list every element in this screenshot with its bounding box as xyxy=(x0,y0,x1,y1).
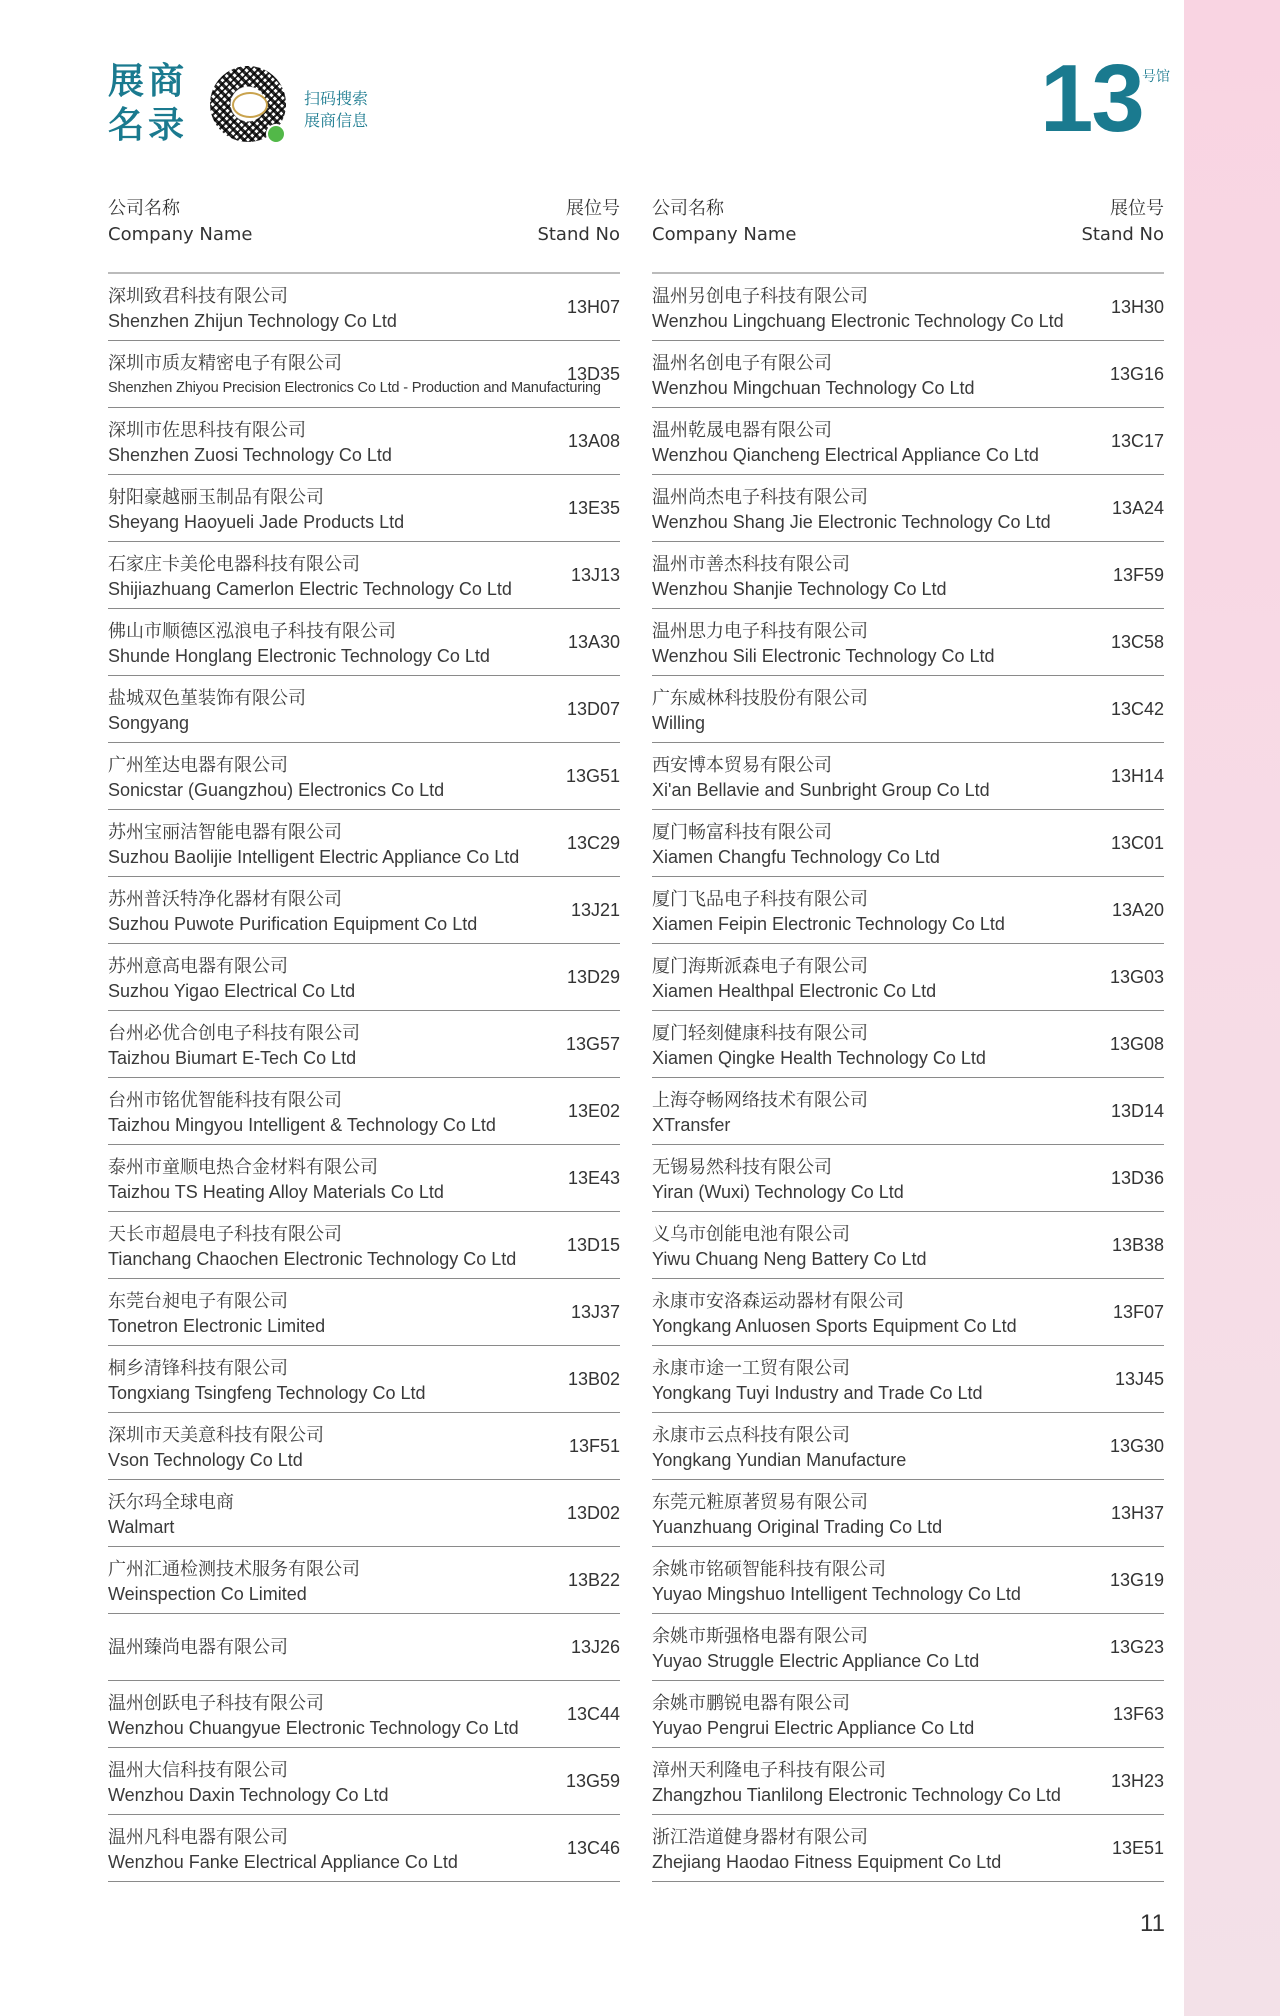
exhibitor-row xyxy=(652,542,1164,609)
stand-number: 13G08 xyxy=(1109,1034,1164,1054)
exhibitor-row xyxy=(108,542,620,609)
stand-number: 13A20 xyxy=(1111,900,1164,920)
stand-number: 13H30 xyxy=(1110,297,1164,317)
exhibitor-row xyxy=(652,1145,1164,1212)
exhibitor-row xyxy=(652,1279,1164,1346)
company-name xyxy=(108,820,548,870)
company-name xyxy=(108,1222,548,1272)
company-name-cn: 泰州市童顺电热合金材料有限公司 xyxy=(108,1157,378,1178)
company-name xyxy=(108,1289,548,1339)
company-name xyxy=(652,351,1092,401)
stand-number: 13J21 xyxy=(570,900,620,920)
page-header xyxy=(0,0,1184,190)
company-name xyxy=(652,552,1092,602)
exhibitor-column-left xyxy=(108,190,620,1882)
exhibitor-row xyxy=(108,274,620,341)
stand-number: 13A30 xyxy=(567,632,620,652)
scan-instructions xyxy=(304,88,368,132)
company-name-cn: 东莞台昶电子有限公司 xyxy=(108,1291,288,1312)
stand-no-header-cn: 展位号 xyxy=(566,198,620,219)
company-name xyxy=(652,1222,1092,1272)
exhibitor-row xyxy=(652,1547,1164,1614)
page-number: 11 xyxy=(1140,1910,1165,1937)
exhibitor-row xyxy=(108,1279,620,1346)
stand-number: 13D15 xyxy=(566,1235,620,1255)
stand-number: 13C29 xyxy=(566,833,620,853)
scan-line1: 扫码搜索 xyxy=(304,89,369,108)
exhibitor-row xyxy=(652,1748,1164,1815)
stand-number: 13B38 xyxy=(1111,1235,1164,1255)
company-name-cn: 天长市超晨电子科技有限公司 xyxy=(108,1224,342,1245)
company-name-cn: 永康市途一工贸有限公司 xyxy=(652,1358,850,1379)
stand-number: 13D35 xyxy=(566,364,620,384)
company-name-cn: 深圳致君科技有限公司 xyxy=(108,286,288,307)
hall-number: 13 xyxy=(1040,45,1143,152)
stand-number: 13F51 xyxy=(568,1436,620,1456)
stand-number: 13F63 xyxy=(1112,1704,1164,1724)
company-name xyxy=(108,1557,548,1607)
stand-number: 13D02 xyxy=(566,1503,620,1523)
company-name-en: Wenzhou Sili Electronic Technology Co Ltd xyxy=(652,646,995,666)
company-name-en: Wenzhou Chuangyue Electronic Technology Co Ltd xyxy=(108,1718,519,1738)
stand-number: 13C44 xyxy=(566,1704,620,1724)
stand-number: 13F59 xyxy=(1112,565,1164,585)
stand-number: 13H07 xyxy=(566,297,620,317)
stand-number: 13G59 xyxy=(565,1771,620,1791)
company-name-header-en: Company Name xyxy=(652,224,797,245)
company-name-en: Xi'an Bellavie and Sunbright Group Co Ltd xyxy=(652,780,990,800)
exhibitor-row xyxy=(652,743,1164,810)
company-name xyxy=(652,1356,1092,1406)
company-name xyxy=(108,1490,548,1540)
company-name-cn: 厦门轻刻健康科技有限公司 xyxy=(652,1023,868,1044)
company-name xyxy=(108,753,548,803)
company-name-cn: 余姚市铭硕智能科技有限公司 xyxy=(652,1559,886,1580)
exhibitor-row xyxy=(108,1011,620,1078)
company-name-en: Taizhou Biumart E-Tech Co Ltd xyxy=(108,1048,357,1068)
exhibitor-row xyxy=(652,676,1164,743)
exhibitor-row xyxy=(652,1681,1164,1748)
exhibitor-row xyxy=(108,1681,620,1748)
company-name-en: Wenzhou Mingchuan Technology Co Ltd xyxy=(652,378,975,398)
company-name-en: Taizhou TS Heating Alloy Materials Co Ltd xyxy=(108,1182,444,1202)
directory-title xyxy=(108,60,192,148)
exhibitor-row xyxy=(108,877,620,944)
company-name-header xyxy=(652,196,796,248)
stand-number: 13D07 xyxy=(566,699,620,719)
company-name xyxy=(108,1825,548,1875)
company-name-en: Yuyao Struggle Electric Appliance Co Ltd xyxy=(652,1651,980,1671)
company-name-en: Wenzhou Fanke Electrical Appliance Co Ltd xyxy=(108,1852,458,1872)
stand-number: 13B22 xyxy=(567,1570,620,1590)
exhibitor-row xyxy=(108,1413,620,1480)
company-name-en: Yuyao Pengrui Electric Appliance Co Ltd xyxy=(652,1718,975,1738)
exhibitor-row xyxy=(108,810,620,877)
exhibitor-row xyxy=(652,1346,1164,1413)
company-name-cn: 射阳豪越丽玉制品有限公司 xyxy=(108,487,324,508)
company-name xyxy=(652,1624,1092,1674)
company-name-cn: 温州市善杰科技有限公司 xyxy=(652,554,850,575)
stand-number: 13D36 xyxy=(1110,1168,1164,1188)
stand-number: 13J26 xyxy=(570,1637,620,1657)
company-name-cn: 桐乡清锋科技有限公司 xyxy=(108,1358,288,1379)
company-name xyxy=(652,1758,1092,1808)
stand-number: 13G23 xyxy=(1109,1637,1164,1657)
exhibitor-column-right xyxy=(652,190,1164,1882)
company-name-cn: 温州大信科技有限公司 xyxy=(108,1760,288,1781)
exhibitor-row xyxy=(652,1480,1164,1547)
stand-number: 13H14 xyxy=(1110,766,1164,786)
scan-line2: 展商信息 xyxy=(304,111,369,130)
exhibitor-row xyxy=(108,1815,620,1882)
company-name-cn: 余姚市斯强格电器有限公司 xyxy=(652,1626,868,1647)
company-name xyxy=(108,1356,548,1406)
stand-number: 13H37 xyxy=(1110,1503,1164,1523)
company-name-cn: 温州臻尚电器有限公司 xyxy=(108,1637,288,1658)
company-name xyxy=(652,887,1092,937)
stand-no-header-en: Stand No xyxy=(537,224,620,245)
exhibitor-row xyxy=(652,944,1164,1011)
company-name-en: XTransfer xyxy=(652,1115,731,1135)
exhibitor-row xyxy=(108,609,620,676)
company-name-cn: 温州创跃电子科技有限公司 xyxy=(108,1693,324,1714)
company-name xyxy=(108,1635,548,1660)
company-name-cn: 广东威林科技股份有限公司 xyxy=(652,688,868,709)
company-name-en: Wenzhou Shang Jie Electronic Technology Co Ltd xyxy=(652,512,1051,532)
stand-no-header xyxy=(537,196,620,248)
company-name-cn: 盐城双色堇装饰有限公司 xyxy=(108,688,306,709)
company-name-en: Weinspection Co Limited xyxy=(108,1584,307,1604)
company-name xyxy=(652,1088,1092,1138)
company-name xyxy=(652,954,1092,1004)
company-name xyxy=(652,1490,1092,1540)
company-name-en: Willing xyxy=(652,713,706,733)
company-name-en: Xiamen Healthpal Electronic Co Ltd xyxy=(652,981,937,1001)
company-name xyxy=(108,552,548,602)
exhibitor-row xyxy=(108,676,620,743)
stand-number: 13H23 xyxy=(1110,1771,1164,1791)
company-name-cn: 佛山市顺德区泓浪电子科技有限公司 xyxy=(108,621,396,642)
company-name-header xyxy=(108,196,252,248)
company-name-en: Yongkang Yundian Manufacture xyxy=(652,1450,907,1470)
company-name-cn: 深圳市质友精密电子有限公司 xyxy=(108,353,342,374)
company-name xyxy=(652,753,1092,803)
company-name-cn: 余姚市鹏锐电器有限公司 xyxy=(652,1693,850,1714)
stand-number: 13G30 xyxy=(1109,1436,1164,1456)
company-name-en: Suzhou Baolijie Intelligent Electric Appliance Co Ltd xyxy=(108,847,520,867)
exhibitor-row xyxy=(652,341,1164,408)
company-name-en: Wenzhou Shanjie Technology Co Ltd xyxy=(652,579,947,599)
company-name xyxy=(652,619,1092,669)
stand-number: 13E02 xyxy=(567,1101,620,1121)
exhibitor-row xyxy=(108,1748,620,1815)
exhibitor-list xyxy=(108,274,620,1882)
company-name-en: Tonetron Electronic Limited xyxy=(108,1316,326,1336)
company-name-cn: 漳州天利隆电子科技有限公司 xyxy=(652,1760,886,1781)
exhibitor-row xyxy=(108,408,620,475)
company-name-cn: 东莞元粧原著贸易有限公司 xyxy=(652,1492,868,1513)
company-name-cn: 浙江浩道健身器材有限公司 xyxy=(652,1827,868,1848)
stand-number: 13C46 xyxy=(566,1838,620,1858)
company-name-en: Wenzhou Lingchuang Electronic Technology Co Ltd xyxy=(652,311,1064,331)
stand-number: 13C58 xyxy=(1110,632,1164,652)
company-name-cn: 温州乾晟电器有限公司 xyxy=(652,420,832,441)
stand-number: 13D14 xyxy=(1110,1101,1164,1121)
stand-number: 13A24 xyxy=(1111,498,1164,518)
company-name-cn: 厦门畅富科技有限公司 xyxy=(652,822,832,843)
company-name-cn: 义乌市创能电池有限公司 xyxy=(652,1224,850,1245)
company-name-en: Xiamen Feipin Electronic Technology Co Ltd xyxy=(652,914,1005,934)
company-name xyxy=(108,887,548,937)
company-name-cn: 石家庄卡美伦电器科技有限公司 xyxy=(108,554,360,575)
company-name-en: Xiamen Changfu Technology Co Ltd xyxy=(652,847,940,867)
exhibitor-row xyxy=(652,1413,1164,1480)
company-name xyxy=(652,1155,1092,1205)
company-name xyxy=(108,686,548,736)
column-header xyxy=(108,190,620,274)
exhibitor-row xyxy=(652,877,1164,944)
company-name-cn: 广州笙达电器有限公司 xyxy=(108,755,288,776)
exhibitor-row xyxy=(108,1346,620,1413)
exhibitor-row xyxy=(652,1815,1164,1882)
company-name xyxy=(652,1423,1092,1473)
company-name xyxy=(108,1155,548,1205)
qr-badge-icon xyxy=(266,124,286,144)
company-name xyxy=(652,1825,1092,1875)
company-name xyxy=(108,418,548,468)
exhibitor-row xyxy=(652,609,1164,676)
company-name-header-cn: 公司名称 xyxy=(108,198,180,219)
company-name-cn: 沃尔玛全球电商 xyxy=(108,1492,234,1513)
exhibitor-row xyxy=(108,1547,620,1614)
column-header xyxy=(652,190,1164,274)
company-name xyxy=(652,820,1092,870)
company-name-en: Zhejiang Haodao Fitness Equipment Co Ltd xyxy=(652,1852,1002,1872)
exhibitor-row xyxy=(652,1011,1164,1078)
company-name-cn: 厦门海斯派森电子有限公司 xyxy=(652,956,868,977)
exhibitor-row xyxy=(108,944,620,1011)
company-name xyxy=(652,284,1092,334)
company-name-cn: 苏州意高电器有限公司 xyxy=(108,956,288,977)
company-name-en: Yuanzhuang Original Trading Co Ltd xyxy=(652,1517,943,1537)
company-name-cn: 台州市铭优智能科技有限公司 xyxy=(108,1090,342,1111)
company-name-en: Tongxiang Tsingfeng Technology Co Ltd xyxy=(108,1383,426,1403)
company-name xyxy=(652,418,1092,468)
company-name-cn: 无锡易然科技有限公司 xyxy=(652,1157,832,1178)
exhibitor-list xyxy=(652,274,1164,1882)
company-name-en: Shijiazhuang Camerlon Electric Technology Co Ltd xyxy=(108,579,512,599)
directory-title-line1: 展商 xyxy=(108,61,189,102)
stand-number: 13G51 xyxy=(565,766,620,786)
exhibitor-row xyxy=(652,1078,1164,1145)
exhibitor-row xyxy=(108,1614,620,1681)
company-name xyxy=(652,1557,1092,1607)
exhibitor-row xyxy=(652,810,1164,877)
stand-number: 13G19 xyxy=(1109,1570,1164,1590)
company-name-cn: 上海夺畅网络技术有限公司 xyxy=(652,1090,868,1111)
company-name-en: Suzhou Puwote Purification Equipment Co Ltd xyxy=(108,914,478,934)
company-name-en: Shunde Honglang Electronic Technology Co Ltd xyxy=(108,646,490,666)
company-name-cn: 温州名创电子有限公司 xyxy=(652,353,832,374)
company-name-en: Shenzhen Zuosi Technology Co Ltd xyxy=(108,445,392,465)
exhibitor-row xyxy=(652,408,1164,475)
company-name-en: Taizhou Mingyou Intelligent & Technology Co Ltd xyxy=(108,1115,496,1135)
company-name xyxy=(108,1021,548,1071)
company-name-header-cn: 公司名称 xyxy=(652,198,724,219)
exhibitor-row xyxy=(108,1212,620,1279)
qr-logo-icon xyxy=(232,92,268,118)
stand-number: 13F07 xyxy=(1112,1302,1164,1322)
company-name xyxy=(108,485,548,535)
company-name xyxy=(652,485,1092,535)
side-color-band xyxy=(1184,0,1280,2016)
stand-number: 13C42 xyxy=(1110,699,1164,719)
exhibitor-row xyxy=(652,1212,1164,1279)
company-name-en: Yongkang Tuyi Industry and Trade Co Ltd xyxy=(652,1383,983,1403)
company-name-en: Zhangzhou Tianlilong Electronic Technology Co Ltd xyxy=(652,1785,1061,1805)
company-name-cn: 温州思力电子科技有限公司 xyxy=(652,621,868,642)
company-name-en: Wenzhou Daxin Technology Co Ltd xyxy=(108,1785,389,1805)
company-name xyxy=(652,1691,1092,1741)
stand-number: 13G16 xyxy=(1109,364,1164,384)
exhibitor-row xyxy=(652,475,1164,542)
stand-number: 13D29 xyxy=(566,967,620,987)
stand-no-header-cn: 展位号 xyxy=(1110,198,1164,219)
hall-unit-label: 号馆 xyxy=(1142,69,1170,85)
stand-number: 13C01 xyxy=(1110,833,1164,853)
company-name-cn: 台州必优合创电子科技有限公司 xyxy=(108,1023,360,1044)
company-name-cn: 苏州普沃特净化器材有限公司 xyxy=(108,889,342,910)
company-name xyxy=(652,686,1092,736)
company-name-cn: 广州汇通检测技术服务有限公司 xyxy=(108,1559,360,1580)
company-name-cn: 温州凡科电器有限公司 xyxy=(108,1827,288,1848)
company-name-cn: 深圳市天美意科技有限公司 xyxy=(108,1425,324,1446)
company-name-cn: 温州尚杰电子科技有限公司 xyxy=(652,487,868,508)
company-name-cn: 温州另创电子科技有限公司 xyxy=(652,286,868,307)
company-name xyxy=(108,1423,548,1473)
stand-number: 13B02 xyxy=(567,1369,620,1389)
company-name-en: Walmart xyxy=(108,1517,175,1537)
stand-number: 13G03 xyxy=(1109,967,1164,987)
company-name xyxy=(652,1021,1092,1071)
stand-no-header-en: Stand No xyxy=(1081,224,1164,245)
exhibitor-row xyxy=(108,1145,620,1212)
exhibitor-row xyxy=(108,1480,620,1547)
stand-number: 13E43 xyxy=(567,1168,620,1188)
company-name-en: Yiran (Wuxi) Technology Co Ltd xyxy=(652,1182,904,1202)
stand-number: 13E51 xyxy=(1111,1838,1164,1858)
company-name-en: Yiwu Chuang Neng Battery Co Ltd xyxy=(652,1249,927,1269)
exhibitor-row xyxy=(108,341,620,408)
stand-no-header xyxy=(1081,196,1164,248)
company-name-en: Wenzhou Qiancheng Electrical Appliance Co Ltd xyxy=(652,445,1039,465)
company-name-en: Yongkang Anluosen Sports Equipment Co Ltd xyxy=(652,1316,1017,1336)
company-name-en: Tianchang Chaochen Electronic Technology Co Ltd xyxy=(108,1249,517,1269)
company-name-cn: 永康市安洛森运动器材有限公司 xyxy=(652,1291,904,1312)
stand-number: 13J13 xyxy=(570,565,620,585)
company-name-cn: 永康市云点科技有限公司 xyxy=(652,1425,850,1446)
stand-number: 13G57 xyxy=(565,1034,620,1054)
company-name-cn: 苏州宝丽洁智能电器有限公司 xyxy=(108,822,342,843)
company-name xyxy=(108,1758,548,1808)
company-name-en: Xiamen Qingke Health Technology Co Ltd xyxy=(652,1048,986,1068)
company-name xyxy=(108,284,548,334)
exhibitor-row xyxy=(652,274,1164,341)
directory-title-line2: 名录 xyxy=(108,105,189,146)
exhibitor-row xyxy=(108,1078,620,1145)
exhibitor-row xyxy=(652,1614,1164,1681)
company-name-en: Sonicstar (Guangzhou) Electronics Co Ltd xyxy=(108,780,445,800)
stand-number: 13J37 xyxy=(570,1302,620,1322)
exhibitor-row xyxy=(108,475,620,542)
company-name-cn: 西安博本贸易有限公司 xyxy=(652,755,832,776)
company-name xyxy=(108,1691,548,1741)
company-name xyxy=(108,954,548,1004)
company-name-en: Songyang xyxy=(108,713,190,733)
company-name-header-en: Company Name xyxy=(108,224,253,245)
stand-number: 13J45 xyxy=(1114,1369,1164,1389)
company-name xyxy=(108,1088,548,1138)
company-name-en: Vson Technology Co Ltd xyxy=(108,1450,303,1470)
company-name-cn: 厦门飞品电子科技有限公司 xyxy=(652,889,868,910)
stand-number: 13C17 xyxy=(1110,431,1164,451)
company-name-en: Yuyao Mingshuo Intelligent Technology Co Ltd xyxy=(652,1584,1021,1604)
company-name-en: Shenzhen Zhijun Technology Co Ltd xyxy=(108,311,397,331)
company-name-en: Shenzhen Zhiyou Precision Electronics Co Ltd - Production and Manufacturing xyxy=(108,380,601,396)
exhibitor-row xyxy=(108,743,620,810)
company-name-cn: 深圳市佐思科技有限公司 xyxy=(108,420,306,441)
company-name xyxy=(108,619,548,669)
company-name-en: Sheyang Haoyueli Jade Products Ltd xyxy=(108,512,405,532)
company-name-en: Suzhou Yigao Electrical Co Ltd xyxy=(108,981,356,1001)
company-name xyxy=(652,1289,1092,1339)
stand-number: 13A08 xyxy=(567,431,620,451)
stand-number: 13E35 xyxy=(567,498,620,518)
